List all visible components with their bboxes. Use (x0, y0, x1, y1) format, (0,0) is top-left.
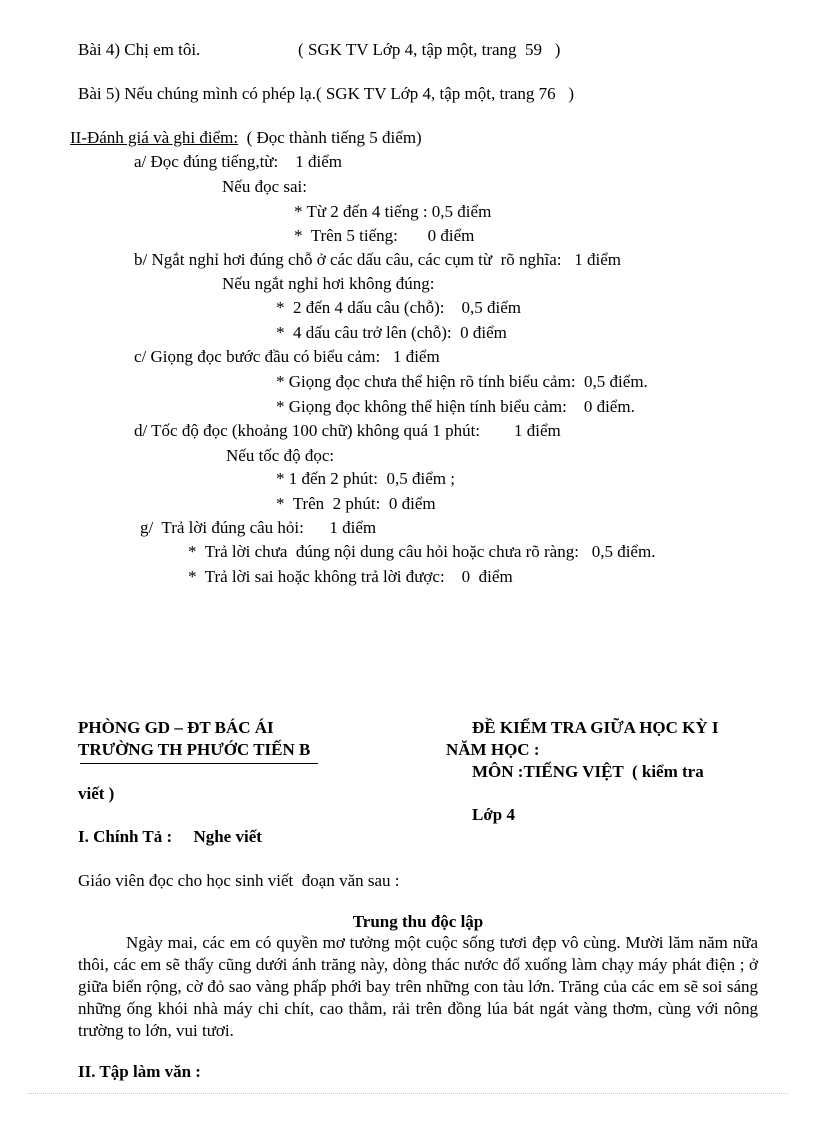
criterion-d-item: * Trên 2 phút: 0 điểm (276, 494, 436, 513)
criterion-g-item: * Trả lời sai hoặc không trả lời được: 0 điểm (188, 567, 513, 586)
grade: Lớp 4 (472, 805, 515, 824)
criterion-b-item: * 4 dấu câu trở lên (chỗ): 0 điểm (276, 323, 507, 342)
subject-continued: viết ) (78, 784, 115, 803)
criterion-a-item: * Trên 5 tiếng: 0 điểm (294, 226, 475, 245)
criterion-g-item: * Trả lời chưa đúng nội dung câu hỏi hoặc chưa rõ ràng: 0,5 điểm. (188, 542, 656, 561)
criterion-a-item: * Từ 2 đến 4 tiếng : 0,5 điểm (294, 202, 492, 221)
criterion-d-item: * 1 đến 2 phút: 0,5 điểm ; (276, 469, 455, 488)
header-divider (80, 763, 318, 764)
dictation-instruction: Giáo viên đọc cho học sinh viết đoạn văn sau : (78, 871, 400, 890)
reading-task-4: Bài 4) Chị em tôi. ( SGK TV Lớp 4, tập một, trang 59 ) (78, 40, 561, 59)
section1-heading (78, 827, 262, 847)
criterion-c-item: * Giọng đọc chưa thể hiện rõ tính biểu cảm: 0,5 điểm. (276, 372, 648, 391)
criterion-d-note: Nếu tốc độ đọc: (226, 446, 335, 465)
assessment-heading-note: ( Đọc thành tiếng 5 điểm) (238, 128, 422, 147)
criterion-a: a/ Đọc đúng tiếng,từ: 1 điểm (134, 152, 342, 171)
criterion-d: d/ Tốc độ đọc (khoảng 100 chữ) không quá 1 phút: 1 điểm (134, 421, 561, 440)
assessment-heading (70, 128, 422, 148)
criterion-g: g/ Trả lời đúng câu hỏi: 1 điểm (140, 518, 377, 537)
passage-text (78, 932, 758, 1042)
page-footer-line (28, 1093, 788, 1094)
subject: MÔN :TIẾNG VIỆT ( kiểm tra (472, 762, 704, 781)
section1-subtitle: Nghe viết (193, 827, 262, 846)
criterion-b-item: * 2 đến 4 dấu câu (chỗ): 0,5 điểm (276, 298, 522, 317)
criterion-a-note: Nếu đọc sai: (222, 177, 307, 196)
department-name: PHÒNG GD – ĐT BÁC ÁI (78, 718, 274, 737)
section1-title: I. Chính Tả : (78, 827, 173, 846)
school-year: NĂM HỌC : (446, 740, 540, 759)
reading-task-5: Bài 5) Nếu chúng mình có phép lạ.( SGK TV Lớp 4, tập một, trang 76 ) (78, 84, 575, 103)
exam-title: ĐỀ KIỂM TRA GIỮA HỌC KỲ I (472, 718, 719, 737)
assessment-heading-label: II-Đánh giá và ghi điểm: (70, 128, 239, 147)
passage-body: Ngày mai, các em có quyền mơ tưởng một cuộc sống tươi đẹp vô cùng. Mười lăm năm nữa thôi, các em sẽ thấy cũng dưới ánh trăng này, dòng thác nước đổ xuống làm chạy máy phát điện ; ở giữa biển rộng, cờ đỏ sao vàng phấp phới bay trên những con tàu lớn. Trăng của các em sẽ soi sáng những ống khói nhà máy chi chít, cao thẳm, rải trên đồng lúa bát ngát vàng thơm, cùng với nông trường to lớn, vui tươi. (78, 933, 758, 1040)
criterion-b: b/ Ngắt nghỉ hơi đúng chỗ ở các dấu câu, các cụm từ rõ nghĩa: 1 điểm (134, 250, 621, 269)
school-name: TRƯỜNG TH PHƯỚC TIẾN B (78, 740, 311, 759)
criterion-c-item: * Giọng đọc không thể hiện tính biểu cảm: 0 điểm. (276, 397, 635, 416)
section2-title: II. Tập làm văn : (78, 1062, 201, 1081)
criterion-b-note: Nếu ngắt nghỉ hơi không đúng: (222, 274, 435, 293)
passage-title: Trung thu độc lập (352, 912, 484, 931)
criterion-c: c/ Giọng đọc bước đầu có biểu cảm: 1 điểm (134, 347, 440, 366)
